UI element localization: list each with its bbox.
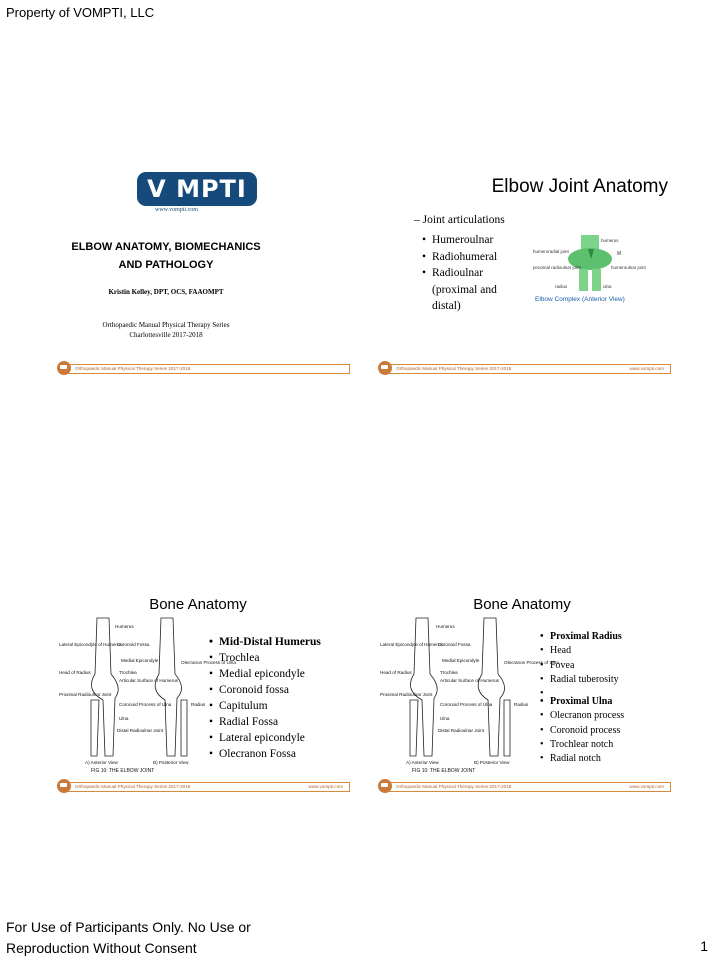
fig-label: proximal radioulnar joint (533, 265, 581, 270)
elbow-complex-figure (531, 233, 646, 305)
fig-label: Coronoid Fossa (438, 642, 471, 647)
fig-caption: FIG 10: THE ELBOW JOINT (91, 768, 155, 774)
fig-label: humerus (601, 238, 619, 243)
list-item: • Trochlear notch (540, 738, 668, 752)
fig-label: Trochlea (440, 670, 458, 675)
slide1-series: Orthopaedic Manual Physical Therapy Series Charlottesville 2017-2018 (102, 321, 230, 339)
slide2-title: Elbow Joint Anatomy (491, 176, 668, 197)
slide4-title: Bone Anatomy (473, 596, 571, 613)
fig-label: Coronoid Fossa (117, 642, 150, 647)
page-header: Property of VOMPTI, LLC (6, 5, 155, 20)
fig-label: Humerus (115, 624, 134, 629)
list-item: • Coronoid process (540, 724, 668, 738)
slide-footer: Orthopaedic Manual Physical Therapy Series 2017-2018 (60, 364, 350, 374)
page-number: 1 (700, 938, 708, 954)
list-item: • Fovea (540, 659, 668, 673)
fig-label: B) Posterior View (474, 760, 510, 765)
footer-logo-icon (378, 361, 392, 375)
logo-url: www.vompti.com (155, 207, 198, 213)
fig-label: Lateral Epicondyle of Humerus (59, 642, 122, 647)
fig-label: Coronoid Process of Ulna (119, 702, 172, 707)
slide-elbow-joint-anatomy (376, 178, 676, 374)
fig-label: Lateral Epicondyle of Humerus (380, 642, 443, 647)
footer-logo-icon (57, 361, 71, 375)
fig-label: Head of Radius (59, 670, 91, 675)
fig-caption: FIG 10: THE ELBOW JOINT (412, 768, 476, 774)
fig-label: M (617, 251, 622, 257)
fig-label: Olecranon Process of Ulna (504, 660, 559, 665)
list-item: • Humeroulnar (422, 232, 512, 249)
slide2-section: – Joint articulations (414, 214, 505, 226)
vompti-logo: V MPTI (137, 172, 257, 206)
list-item: • Trochlea (209, 650, 349, 666)
fig-label: humeroulnar joint (611, 265, 646, 270)
fig-label: Distal Radioulnar Joint (438, 728, 484, 733)
slide-bone-anatomy-humerus (55, 596, 355, 792)
slide-title (55, 175, 355, 374)
list-item: • Lateral epicondyle (209, 730, 349, 746)
fig-label: Olecranon Process of Ulna (181, 660, 236, 665)
fig-label: Ulna (119, 716, 129, 721)
fig-label: Coronoid Process of Ulna (440, 702, 493, 707)
fig-label: Proximal Radioulnar Joint (59, 692, 112, 697)
list-item: • Radioulnar (proximal and distal) (422, 265, 512, 315)
slide-footer: Orthopaedic Manual Physical Therapy Series 2017-2018 www.vompti.com (381, 364, 671, 374)
fig-label: Articular Surface of Humerus (440, 678, 499, 683)
fig-label: Medial Epicondyle (442, 658, 480, 663)
fig-label: Radius (191, 702, 206, 707)
fig-label: Humerus (436, 624, 455, 629)
slide1-title: ELBOW ANATOMY, BIOMECHANICS AND PATHOLOGY (71, 241, 261, 271)
list-item: • Radial tuberosity (540, 673, 668, 687)
elbow-joint-figure (376, 616, 559, 774)
elbow-joint-figure (57, 616, 236, 774)
list-heading: • Mid-Distal Humerus (209, 634, 349, 650)
list-item: • Medial epicondyle (209, 666, 349, 682)
fig-label: B) Posterior View (153, 760, 189, 765)
slide3-list (209, 634, 349, 762)
footer-logo-icon (378, 779, 392, 793)
fig-label: Proximal Radioulnar Joint (380, 692, 433, 697)
slide-bone-anatomy-radius-ulna (376, 596, 676, 792)
page-footer: For Use of Participants Only. No Use or Reproduction Without Consent (6, 919, 251, 956)
fig-label: Medial Epicondyle (121, 658, 159, 663)
list-item: • Olecranon process (540, 709, 668, 723)
list-item: • Radial Fossa (209, 714, 349, 730)
footer-logo-icon (57, 779, 71, 793)
slide1-author: Kristin Kelley, DPT, OCS, FAAOMPT (108, 288, 224, 296)
fig-label: radius (555, 284, 568, 289)
slide-footer: Orthopaedic Manual Physical Therapy Series 2017-2018 www.vompti.com (60, 782, 350, 792)
fig-label: Ulna (440, 716, 450, 721)
fig-label: ulna (603, 284, 612, 289)
fig-label: Head of Radius (380, 670, 412, 675)
slide-footer: Orthopaedic Manual Physical Therapy Series 2017-2018 www.vompti.com (381, 782, 671, 792)
list-heading: • Proximal Ulna (540, 695, 668, 709)
fig-label: humeroradial joint (533, 249, 569, 254)
slide4-list (540, 630, 668, 767)
slide3-title: Bone Anatomy (149, 596, 247, 613)
list-item: • Radiohumeral (422, 249, 512, 266)
fig-label: A) Anterior View (406, 760, 439, 765)
list-item: • Olecranon Fossa (209, 746, 349, 762)
fig-label: A) Anterior View (85, 760, 118, 765)
fig-label: Articular Surface of Humerus (119, 678, 178, 683)
fig-label: Distal Radioulnar Joint (117, 728, 163, 733)
fig-label: Trochlea (119, 670, 137, 675)
list-item: • Radial notch (540, 752, 668, 766)
fig-caption: Elbow Complex (Anterior View) (535, 296, 625, 303)
list-item: • Head (540, 644, 668, 658)
list-heading: • Proximal Radius (540, 630, 668, 644)
list-item: • Coronoid fossa (209, 682, 349, 698)
fig-label: Radius (514, 702, 529, 707)
slide2-list (422, 232, 512, 315)
list-item: • Capitulum (209, 698, 349, 714)
